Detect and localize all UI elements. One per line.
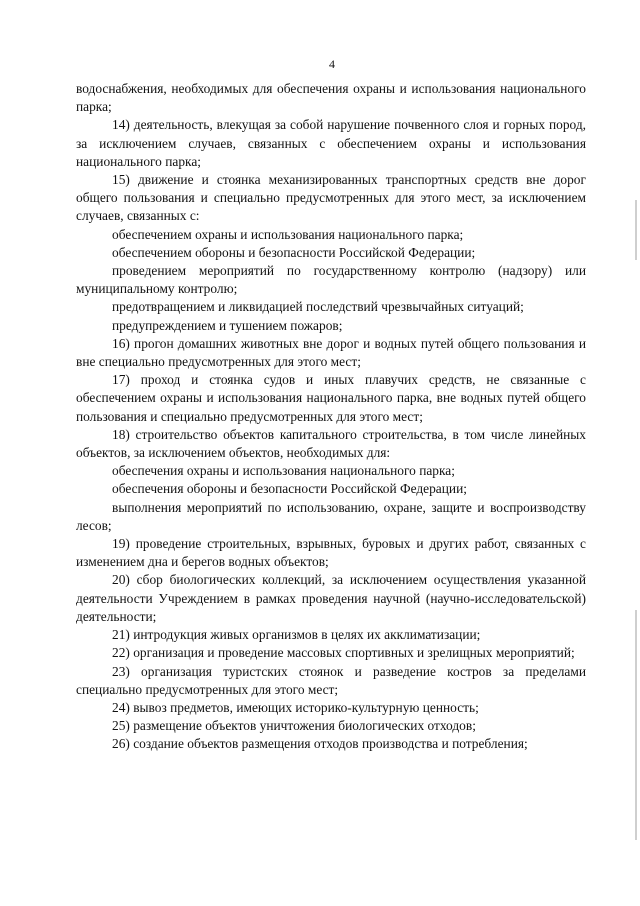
paragraph-continuation: водоснабжения, необходимых для обеспечения охраны и использования национального парка; [76,81,586,115]
paragraph-subitem: обеспечением охраны и использования национального парка; [112,226,464,242]
paragraph-item-15: 15) движение и стоянка механизированных транспортных средств вне дорог общего пользования и специально предусмотренных для этого мест, за исключением случаев, связанных с: [76,172,586,224]
paragraph-subitem: обеспечения обороны и безопасности Российской Федерации; [112,481,467,497]
paragraph-subitem: обеспечением обороны и безопасности Российской Федерации; [112,244,476,260]
paragraph-item-16: 16) прогон домашних животных вне дорог и водных путей общего пользования и вне специально предусмотренных для этого мест; [76,335,586,370]
paragraph-item-14: 14) деятельность, влекущая за собой нарушение почвенного слоя и горных пород, за исключением случаев, связанных с обеспечением охраны и использования национального парка; [76,117,586,169]
paragraph-item-21: 21) интродукция живых организмов в целях их акклиматизации; [112,627,481,643]
paragraph-item-25: 25) размещение объектов уничтожения биологических отходов; [112,718,476,734]
page-number: 4 [329,57,335,71]
paragraph-subitem: предотвращением и ликвидацией последствий чрезвычайных ситуаций; [112,299,524,315]
paragraph-subitem: выполнения мероприятий по использованию, охране, защите и воспроизводству лесов; [76,499,586,533]
paragraph-item-20: 20) сбор биологических коллекций, за исключением осуществления указанной деятельности Учреждением в рамках проведения научной (научно-исследовательской) деятельности; [76,572,586,624]
paragraph-subitem: обеспечения охраны и использования национального парка; [112,463,455,479]
paragraph-item-24: 24) вывоз предметов, имеющих историко-культурную ценность; [112,699,479,715]
paragraph-item-23: 23) организация туристских стоянок и разведение костров за пределами специально предусмотренных для этого мест; [76,663,586,697]
paragraph-item-22: 22) организация и проведение массовых спортивных и зрелищных мероприятий; [112,645,575,661]
paragraph-item-19: 19) проведение строительных, взрывных, буровых и других работ, связанных с изменением дна и берегов водных объектов; [76,536,586,570]
paragraph-item-26: 26) создание объектов размещения отходов производства и потребления; [112,736,528,752]
paragraph-subitem: предупреждением и тушением пожаров; [112,317,343,333]
scan-edge-mark [635,610,637,840]
paragraph-item-18: 18) строительство объектов капитального строительства, в том числе линейных объектов, за исключением объектов, необходимых для: [76,426,586,461]
document-body [76,80,586,754]
scan-edge-mark [635,200,637,260]
paragraph-subitem: проведением мероприятий по государственному контролю (надзору) или муниципальному контролю; [76,263,586,297]
paragraph-item-17: 17) проход и стоянка судов и иных плавучих средств, не связанные с обеспечением охраны и использования национального парка, вне водных путей общего пользования и специально предусмотренных для этого мест; [76,372,586,424]
